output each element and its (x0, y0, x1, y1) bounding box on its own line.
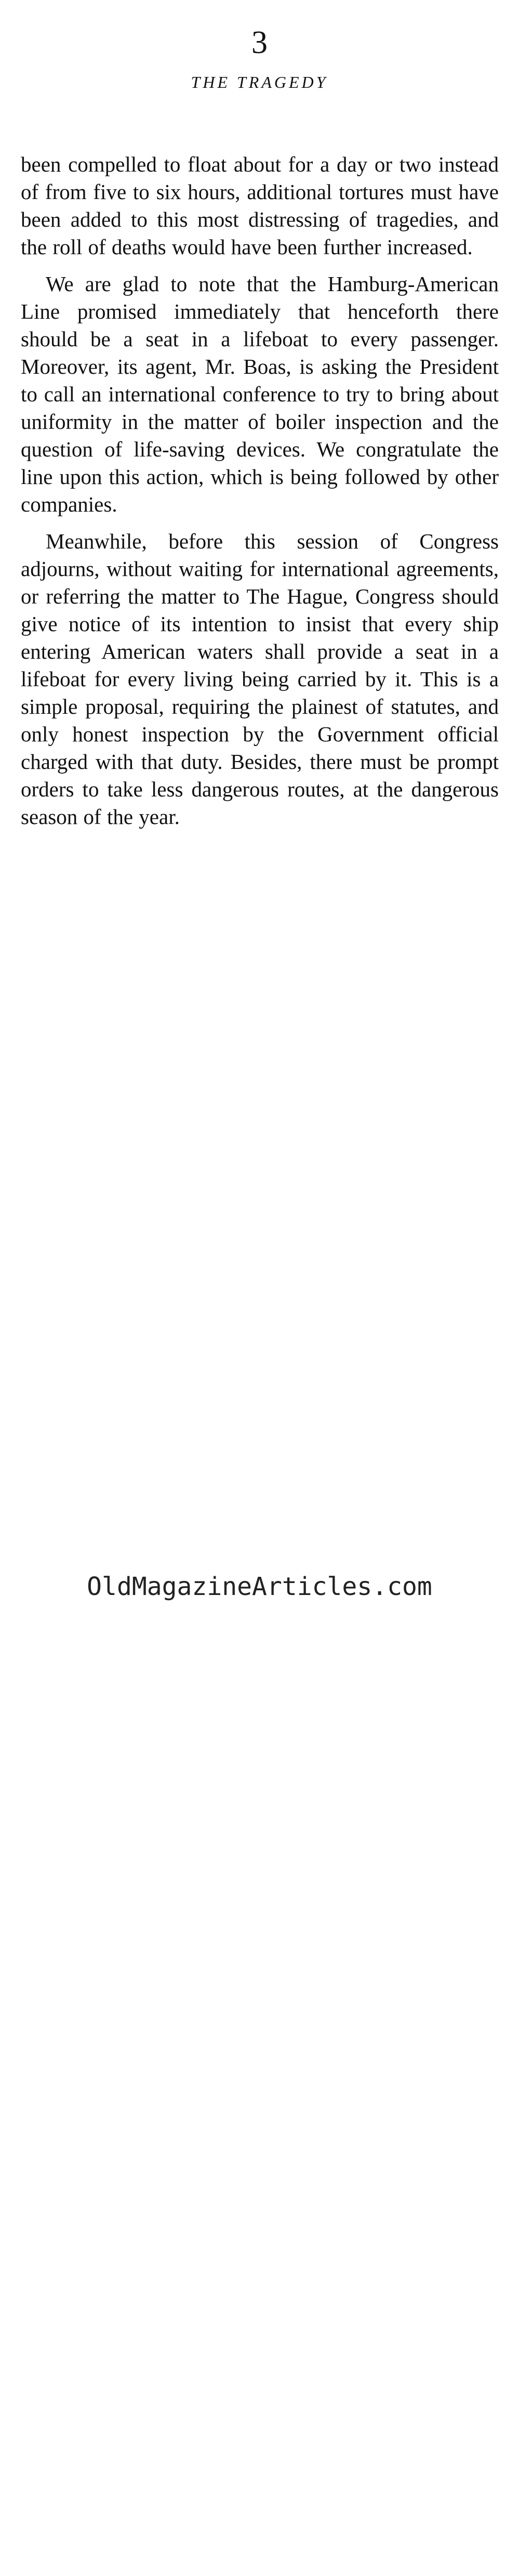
paragraph-hamburg-american-line: We are glad to note that the Hamburg-American Line promised immediately that henceforth there should be a seat in a lifeboat to every passenger. Moreover, its agent, Mr. Boas, is asking the President to call an international conference to try to bring about uniformity in the matter of boiler inspection and the question of life-saving devices. We congratulate the line upon this action, which is being followed by other companies. (21, 272, 499, 516)
page-number: 3 (251, 25, 268, 60)
site-credit: OldMagazineArticles.com (87, 1572, 432, 1601)
running-head: THE TRAGEDY (191, 73, 328, 91)
paragraph-continued: been compelled to float about for a day or two instead of from five to six hours, additional tortures must have been added to this most distressing of tragedies, and the roll of deaths would have been further increased. (21, 152, 499, 259)
article-body (21, 151, 499, 831)
paragraph-congress: Meanwhile, before this session of Congress adjourns, without waiting for international agreements, or referring the matter to The Hague, Congress should give notice of its intention to insist that every ship entering American waters shall provide a seat in a lifeboat for every living being carried by it. This is a simple proposal, requiring the plainest of statutes, and only honest inspection by the Government official charged with that duty. Besides, there must be prompt orders to take less dangerous routes, at the dangerous season of the year. (21, 529, 499, 829)
